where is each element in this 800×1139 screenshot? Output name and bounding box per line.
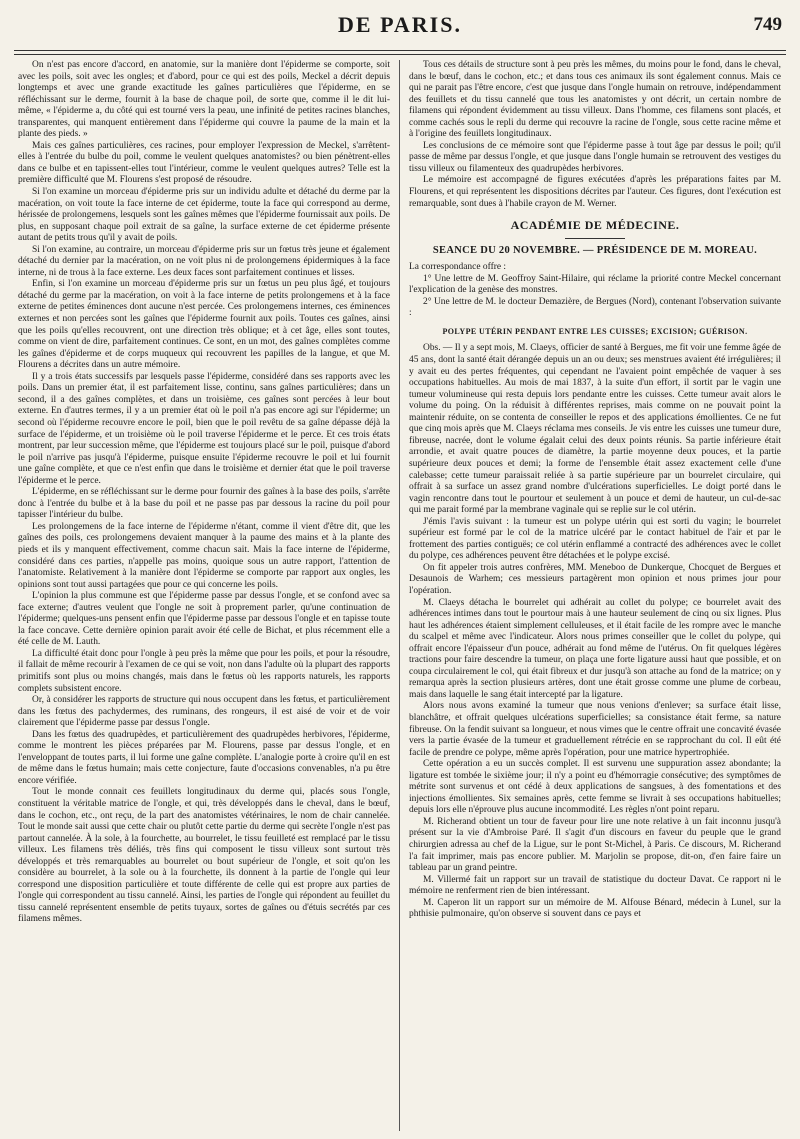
- page-header: [14, 8, 786, 48]
- paragraph: M. Richerand obtient un tour de faveur pour lire une note relative à un fait inconnu jusqu'à présent sur la vie d'Ambroise Paré. Il s'agit d'un discours en faveur du peuple que le grand chirurgien adressa au chef de la Ligue, sur le pont St-Michel, à Paris. Ce discours, M. Richerand l'a fait imprimer, mais pas encore publier. M. Marjolin se propose, dit-on, d'en faire faire un tableau par un grand peintre.: [409, 816, 781, 874]
- paragraph: Le mémoire est accompagné de figures exécutées d'après les préparations faites par M. Flourens, et qui représentent les dispositions décrites par l'auteur. Ces figures, dont l'exécution est remarquable, sont dues à l'habile crayon de M. Werner.: [409, 175, 781, 209]
- section-rule: [565, 238, 625, 239]
- paragraph: La correspondance offre :: [409, 262, 507, 273]
- paragraph: Les prolongemens de la face interne de l'épiderme n'étant, comme il vient d'être dit, que les gaînes des poils, ces prolongemens devaient manquer à la paume des mains et à la plante des pieds et ils y manquent effectivement, comme chacun sait. Mais la face interne de l'épiderme, considéré dans ces parties, n'appelle pas moins, quoique sous un autre rapport, l'attention de l'anatomiste. Relativement à la manière dont l'épiderme se comporte par rapport aux ongles, les opinions sont tout aussi partagées que pour ce qui concerne les poils.: [18, 521, 390, 590]
- paragraph: M. Villermé fait un rapport sur un travail de statistique du docteur Davat. Ce rapport ni le mémoire ne renferment rien de bien intéressant.: [409, 874, 781, 897]
- paragraph: M. Claeys détacha le bourrelet qui adhérait au collet du polype; ce bourrelet avait des adhérences intimes dans tout le pourtour mais à une hauteur seulement de cinq ou six lignes. Plus haut les adhérences étaient simplement celluleuses, et il était facile de les rompre avec le manche du scalpel et même avec l'indicateur. Alors nous primes conseiller que le collet du polype, qui offrait encore l'épaisseur d'un pouce, adhérait au fond même de l'utérus. On fit quelques légères tractions pour faire descendre la tumeur, on plaça une forte ligature aussi haut que possible, et on coupa circulairement le col, qui était fibreux et dur jusqu'à son attache au fond de la matrice; on y remarqua après la section plusieurs artères, dont une était grosse comme une plume de corbeau, mais dans laquelle le sang était intercepté par la ligature.: [409, 597, 781, 700]
- paragraph: 2° Une lettre de M. le docteur Demazière, de Bergues (Nord), contenant l'observation suivante :: [409, 296, 781, 319]
- header-rule: [14, 50, 786, 51]
- running-title: DE PARIS.: [338, 12, 462, 37]
- case-heading: POLYPE UTÉRIN PENDANT ENTRE LES CUISSES; EXCISION; GUÉRISON.: [442, 326, 748, 336]
- paragraph: Il y a trois états successifs par lesquels passe l'épiderme, considéré dans ses rapports avec les poils. Dans un premier état, il est parfaitement lisse, continu, sans gaînes particulières; dans un second, il a des gaînes complètes, et dans un troisième, ces gaînes sont percées à leur bout externe. En d'autres termes, il y a un premier état où le poil n'a pas encore agi sur l'épiderme; un second où l'épiderme recouvre encore le poil, bien que le poil revêtu de sa gaîne dépasse déjà la surface de l'épiderme, et un troisième où le poil traverse l'épiderme et le perce. Et ces trois états montrent, par leur succession même, que l'épiderme est toujours placé sur le poil, puisque d'abord le poil n'arrive pas jusqu'à l'épiderme, puisque ensuite l'épiderme recouvre le poil et lui fournit une gaîne complète, et que ce n'est enfin que dans le troisième et dernier état que le poil traverse l'épiderme et le perce.: [18, 371, 390, 486]
- paragraph: Si l'on examine, au contraire, un morceau d'épiderme pris sur un fœtus très jeune et également détaché du dernier par la macération, on ne voit plus ni de prolongemens épidermiques à la face interne, ni de trous à la face externe. Les deux faces sont parfaitement continues et lisses.: [18, 244, 390, 278]
- paragraph: L'opinion la plus commune est que l'épiderme passe par dessus l'ongle, et se confond avec sa face externe; d'autres veulent que l'ongle ne soit à proprement parler, qu'une continuation de l'épiderme; quelques-uns pensent enfin que l'épiderme passe par dessous l'ongle et en tapisse toute la face concave. Cette dernière opinion parait avoir été celle de Bichat, et plus récemment elle a été celle de M. Lauth.: [18, 591, 390, 648]
- header-rule-thin: [14, 54, 786, 55]
- paragraph: Enfin, si l'on examine un morceau d'épiderme pris sur un fœtus un peu plus âgé, et toujours détaché du germe par la macération, on voit à la face interne de petits prolongemens et à la face externe de petites éminences dont aucune n'est percée. Ces prolongemens internes, ces éminences externes et non percées sont les gaînes que l'épiderme fournit aux poils. Toutes ces gaînes, ainsi que les poils qu'elles recouvrent, ont une direction très oblique; et à cet âge, elles sont toutes, comme on vient de dire, parfaitement continues. Ce sont, en un mot, des gaînes complètes comme les gaînes d'épiderme et de corps muqueux qui recouvrent les papilles de la langue, et que M. Flourens a décrites dans un autre mémoire.: [18, 279, 390, 371]
- paragraph: Dans les fœtus des quadrupèdes, et particulièrement des quadrupèdes herbivores, l'épiderme, comme le montrent les pièces préparées par M. Flourens, passe par dessus l'ongle, et en l'enveloppant de toutes parts, il lui forme une gaîne complète. L'analogie porte à croire qu'il en est de même dans le fœtus humain; mais cette conjecture, faute d'occasions convenables, n'a pu être encore vérifiée.: [18, 729, 390, 786]
- paragraph: Tout le monde connait ces feuillets longitudinaux du derme qui, placés sous l'ongle, constituent la véritable matrice de l'ongle, et qui, très développés dans le cheval, dans le bœuf, dans le cochon, etc., ont reçu, de la part des anatomistes vétérinaires, le nom de chair cannelée. Tout le monde sait aussi que cette chair ou plutôt cette partie du derme qui secrète l'ongle n'est pas partout cannelée. À la sole, à la fourchette, au bourrelet, le tissu feuilleté est remplacé par le tissu villeux. Les filamens très déliés, très fins qui composent le tissu villeux sont surtout très développés et très remarquables au bourrelet ou bout supérieur de l'ongle, et soit qu'on les considère au bourrelet, à la sole ou à la fourchette, ils donnent à la partie de l'ongle qui leur correspond une disposition particulière et toute différente de celle qui est propre aux parties de l'ongle qui correspondent au tissu cannelé. Ainsi, les parties de l'ongle qui répondent au feuillet du tissu cannelé représentent ensemble de petits tuyaux, sortes de gaînes ou d'étuis secrétés par ces filamens mêmes.: [18, 787, 390, 925]
- paragraph: M. Caperon lit un rapport sur un mémoire de M. Alfouse Bénard, médecin à Lunel, sur la phthisie pulmonaire, qu'on observe si souvent dans ce pays et: [409, 897, 781, 920]
- column-divider: [399, 60, 400, 1131]
- paragraph: Mais ces gaînes particulières, ces racines, pour employer l'expression de Meckel, s'arrêtent-elles à l'entrée du bulbe du poil, comme le veulent quelques anatomistes? ou bien pénètrent-elles dans ce bulbe et en tapissent-elles tout l'intérieur, comme le veulent quelques autres? Telle est la première difficulté que M. Flourens s'est proposé de résoudre.: [18, 140, 390, 186]
- right-column: [409, 60, 781, 1133]
- paragraph: Or, à considérer les rapports de structure qui nous occupent dans les fœtus, et particulièrement dans les fœtus des pachydermes, des ruminans, des rongeurs, il est aisé de voir et de voir clairement que l'épiderme passe par dessus l'ongle.: [18, 695, 390, 729]
- paragraph: Alors nous avons examiné la tumeur que nous venions d'enlever; sa surface était lisse, blanchâtre, et offrait quelques ulcérations superficielles; sa consistance était ferme, sa nature fibreuse. On la fendit suivant sa longueur, et nous vimes que le centre offrait une concavité évasée vers la partie évasée de la tumeur et graduellement rétrécie en se rapprochant du col. Il eût été facile de prendre ce polype, même après l'opération, pour une matrice hypertrophiée.: [409, 701, 781, 758]
- paragraph: Tous ces détails de structure sont à peu près les mêmes, du moins pour le fond, dans le cheval, dans le bœuf, dans le cochon, etc.; et dans tous ces animaux ils sont également connus. Mais ce qui ne parait pas l'être encore, c'est que jusque dans l'ongle humain on retrouve, indépendamment des feuillets et du tissu cannelé que tous les anatomistes y ont décrit, un certain nombre de filamens qui répondent évidemment au tissu villeux. Dans l'homme, ces filamens sont placés, et comme cachés sous le repli du derme qui recouvre la racine de l'ongle, sous cette racine même et à l'origine des feuillets longitudinaux.: [409, 60, 781, 140]
- paragraph: On n'est pas encore d'accord, en anatomie, sur la manière dont l'épiderme se comporte, soit avec les poils, soit avec les ongles; et d'abord, pour ce qui est des poils, Meckel a décrit depuis longtemps et avec une grande exactitude les gaînes particulières que l'épiderme, en se réfléchissant sur le derme, fournit à la base de chaque poil, de sorte que, comme il le dit lui-même, « l'épiderme a, du côté qui est tourné vers la peau, une infinité de petites racines blanches, transparentes, qui manquent entièrement dans l'épiderme qui couvre la paume de la main et la plante des pieds. »: [18, 60, 390, 140]
- seance-title: SEANCE DU 20 NOVEMBRE. — PRÉSIDENCE DE M. MOREAU.: [432, 244, 758, 256]
- paragraph: Cette opération a eu un succès complet. Il est survenu une suppuration assez abondante; la ligature est tombée le sixième jour; il n'y a point eu d'hémorragie consécutive; des symptômes de métrite sont survenus et ont cédé à deux applications de sangsues, à des fomentations et des injections émollientes. Six semaines après, cette femme se livrait à ses occupations habituelles; depuis lors elle n'éprouve plus aucune incommodité. Les règles n'ont point reparu.: [409, 759, 781, 816]
- paragraph: Si l'on examine un morceau d'épiderme pris sur un individu adulte et détaché du derme par la macération, on voit toute la face interne de cet épiderme, toute la face qui correspond au derme, hérissée de prolongemens, lesquels sont les gaînes mêmes que l'épiderme fournissait aux poils. De plus, en supposant chaque poil extrait de sa gaîne, la surface externe de cet épiderme présente autant de petits trous qu'il y avait de poils.: [18, 187, 390, 244]
- paragraph: La difficulté était donc pour l'ongle à peu près la même que pour les poils, et pour la résoudre, il fallait de même recourir à l'examen de ce qui se voit, non dans l'adulte où la plupart des rapports primitifs sont plus ou moins changés, mais dans le fœtus où les rapports naturels, les rapports complets subsistent encore.: [18, 648, 390, 694]
- paragraph: Obs. — Il y a sept mois, M. Claeys, officier de santé à Bergues, me fit voir une femme âgée de 45 ans, dont la santé était dérangée depuis un an ou deux; ses menstrues avaient été irrégulières; il y avait eu des pertes fréquentes, qui cependant ne l'avaient point empêchée de vaquer à ses occupations habituelles. Au mois de mai 1837, à la suite d'un effort, il sortit par le vagin une tumeur volumineuse qui resta depuis lors pendante entre les cuisses. Cette tumeur avait alors le volume du poing. On la réduisit à différentes reprises, mais comme on ne pouvait point la maintenir réduite, on se contenta de conseiller le repos et des applications émollientes. Ce ne fut que cinq mois après que M. Claeys réclama mes conseils. Je vis entre les cuisses une tumeur dure, fibreuse, nacrée, dont le volume égalait celui des deux points réunis. Sa partie inférieure était arrondie, et avait quatre pouces de diamètre, la partie moyenne deux pouces, et la partie supérieure deux pouces et demi; la forme de l'ensemble était assez exactement celle d'une calebasse; cette tumeur paraissait reliée à sa partie supérieure par un bourrelet circulaire, qui offrait à sa surface un assez grand nombre d'ulcérations superficielles. Le doigt porté dans le vagin rencontre dans tout le pourtour et seulement à un pouce et demi de hauteur, un cul-de-sac qui me parait formé par la membrane vaginale qui se replie sur le col utérin.: [409, 343, 781, 516]
- paragraph: On fit appeler trois autres confrères, MM. Meneboo de Dunkerque, Chocquet de Bergues et Desaunois de Warhem; ces messieurs partagèrent mon opinion et nous primes jour pour l'opération.: [409, 562, 781, 596]
- page-number: 749: [753, 14, 782, 35]
- paragraph: J'émis l'avis suivant : la tumeur est un polype utérin qui est sorti du vagin; le bourrelet supérieur est formé par le col de la matrice ulcéré par le contact habituel de l'air et par le frottement des parties contiguës; ce col utérin enflammé a contracté des adhérences avec le collet du polype, ces adhérences peuvent être détachées et le polype excisé.: [409, 516, 781, 562]
- left-column: [18, 60, 390, 1133]
- paragraph: Les conclusions de ce mémoire sont que l'épiderme passe à tout âge par dessus le poil; qu'il passe de même par dessus l'ongle, et que jusque dans l'ongle humain se retrouvent des vestiges du tissu villeux ou filamenteux des quadrupèdes herbivores.: [409, 140, 781, 174]
- section-title: ACADÉMIE DE MÉDECINE.: [510, 218, 680, 233]
- paragraph: 1° Une lettre de M. Geoffroy Saint-Hilaire, qui réclame la priorité contre Meckel concernant l'explication de la genèse des monstres.: [409, 273, 781, 296]
- paragraph: L'épiderme, en se réfléchissant sur le derme pour fournir des gaînes à la base des poils, s'arrête donc à l'entrée du bulbe et à la base du poil et ne passe pas par dessous la racine du poil pour tapisser l'intérieur du bulbe.: [18, 487, 390, 521]
